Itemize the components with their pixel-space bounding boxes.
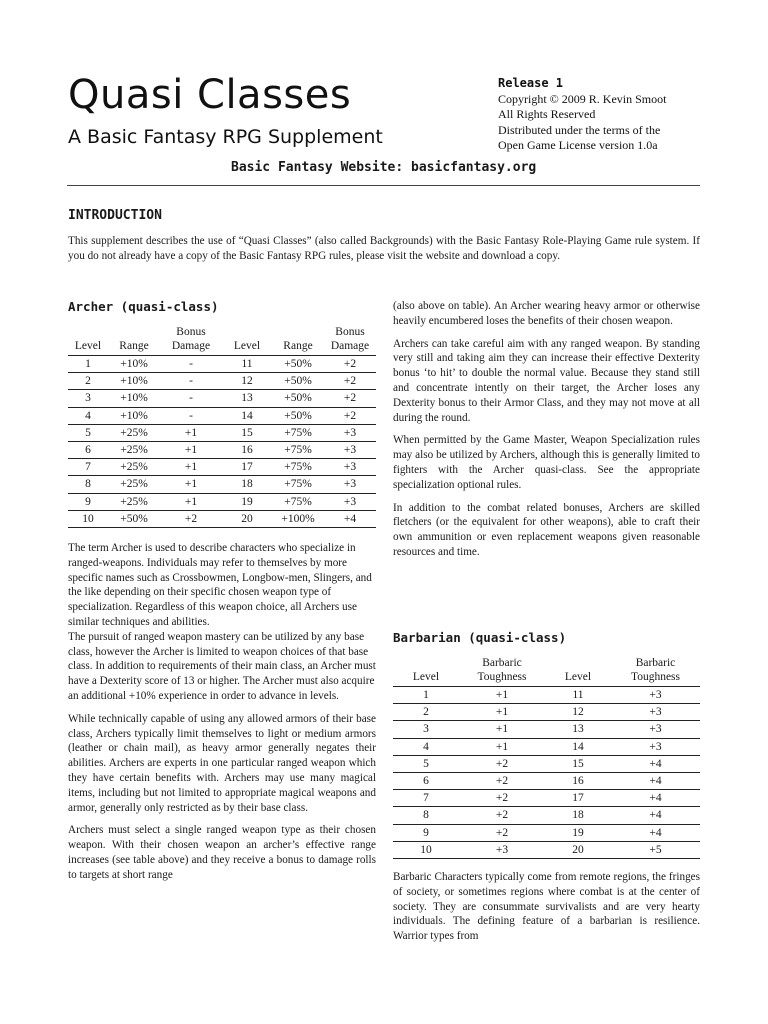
table-row (393, 738, 700, 755)
website-line: Basic Fantasy Website: basicfantasy.org (231, 160, 537, 175)
table-cell: +2 (324, 373, 376, 390)
column-header: Range (272, 325, 324, 356)
barbarian-column (393, 870, 700, 952)
archer-table (68, 325, 376, 528)
table-cell: 10 (68, 510, 108, 527)
copyright-line: Copyright © 2009 R. Kevin Smoot (498, 91, 667, 106)
table-cell: 20 (222, 510, 272, 527)
table-cell: - (160, 373, 222, 390)
table-cell: 16 (222, 441, 272, 458)
table-cell: 12 (222, 373, 272, 390)
column-header: Bonus Damage (160, 325, 222, 356)
table-row (393, 807, 700, 824)
table-cell: +75% (272, 424, 324, 441)
table-row (68, 493, 376, 510)
table-cell: +1 (160, 459, 222, 476)
table-cell: 2 (393, 704, 459, 721)
table-cell: - (160, 390, 222, 407)
column-header: Level (393, 656, 459, 687)
table-cell: 6 (68, 441, 108, 458)
table-cell: 11 (545, 687, 611, 704)
copyright-line: Open Game License version 1.0a (498, 138, 658, 152)
table-cell: +10% (108, 356, 160, 373)
column-header: Level (68, 325, 108, 356)
table-row (393, 790, 700, 807)
table-cell: +3 (324, 493, 376, 510)
table-cell: 4 (68, 407, 108, 424)
table-cell: 14 (222, 407, 272, 424)
table-cell: 1 (393, 687, 459, 704)
archer-paragraph: Archers must select a single ranged weapon type as their chosen weapon. With their chosen weapon an archer’s effective range increases (see table above) and they receive a bonus to damage rolls to targets at short range (68, 824, 376, 881)
archer-paragraph: When permitted by the Game Master, Weapon Specialization rules may also be utilized by Archers, although this is generally limited to fighters with the Archer quasi-class. See the appropriate specialization optional rules. (393, 434, 700, 491)
intro-heading: INTRODUCTION (68, 208, 162, 223)
table-cell: +3 (611, 721, 700, 738)
table-cell: 13 (545, 721, 611, 738)
table-cell: 5 (68, 424, 108, 441)
column-header: Barbaric Toughness (611, 656, 700, 687)
table-cell: +25% (108, 441, 160, 458)
table-cell: +1 (160, 493, 222, 510)
table-cell: 8 (68, 476, 108, 493)
archer-paragraph: In addition to the combat related bonuses, Archers are skilled fletchers (or the equivalent for other weapons), able to craft their own ammunition or even replacement weapons given reasonable resources and time. (393, 501, 700, 558)
table-cell: +2 (324, 407, 376, 424)
table-cell: 19 (545, 824, 611, 841)
table-cell: +50% (272, 373, 324, 390)
release-block (498, 76, 666, 154)
table-cell: +75% (272, 441, 324, 458)
table-cell: +1 (160, 476, 222, 493)
table-row (393, 721, 700, 738)
table-row (68, 373, 376, 390)
table-cell: +50% (272, 356, 324, 373)
table-cell: 7 (393, 790, 459, 807)
table-row (393, 704, 700, 721)
table-cell: +50% (272, 390, 324, 407)
table-cell: 15 (545, 755, 611, 772)
table-cell: 20 (545, 841, 611, 858)
table-cell: +25% (108, 424, 160, 441)
table-row (393, 687, 700, 704)
table-cell: +3 (611, 704, 700, 721)
archer-paragraph: While technically capable of using any allowed armors of their base class, Archers typically limit themselves to light or medium armors (leather or chain mail), as heavy armor generally negates their abilities. Archers are experts in one particular ranged weapon which they have certain benefits with. Archers may use many magical items, including but not limited to appropriate magical weapons and armor, generally only restricted as by their base class. (68, 712, 376, 814)
copyright-line: Distributed under the terms of the (498, 122, 661, 137)
table-row (393, 824, 700, 841)
archer-column-left (68, 541, 376, 891)
barbarian-table (393, 656, 700, 859)
table-cell: +4 (611, 807, 700, 824)
table-cell: +5 (611, 841, 700, 858)
table-cell: 15 (222, 424, 272, 441)
table-cell: +1 (459, 721, 545, 738)
table-cell: 3 (393, 721, 459, 738)
table-cell: +10% (108, 407, 160, 424)
table-cell: +3 (459, 841, 545, 858)
table-cell: +3 (324, 476, 376, 493)
table-cell: +1 (459, 704, 545, 721)
table-cell: +2 (459, 790, 545, 807)
table-cell: +4 (324, 510, 376, 527)
table-cell: 10 (393, 841, 459, 858)
table-cell: +1 (160, 424, 222, 441)
archer-heading: Archer (quasi-class) (68, 299, 219, 314)
table-cell: 17 (222, 459, 272, 476)
archer-paragraph: The term Archer is used to describe characters who specialize in ranged-weapons. Individuals may refer to themselves by more specific names such as Crossbowmen, Longbow-men, Slingers, and the like depending on their specific chosen weapon type of specialization. Regardless of this weapon choice, all Archers use similar techniques and abilities. (68, 542, 372, 628)
table-cell: 4 (393, 738, 459, 755)
table-cell: +4 (611, 772, 700, 789)
table-cell: +3 (611, 738, 700, 755)
table-cell: +2 (459, 807, 545, 824)
table-cell: +1 (459, 738, 545, 755)
table-cell: 12 (545, 704, 611, 721)
table-row (393, 772, 700, 789)
table-row (68, 424, 376, 441)
table-cell: +2 (459, 824, 545, 841)
barbarian-paragraph: Barbaric Characters typically come from remote regions, the fringes of society, or sometimes regions where combat is at the center of society. They are consummate survivalists and are very hearty individuals. The defining feature of a barbarian is resilience. Warrior types from (393, 871, 700, 943)
copyright-line: All Rights Reserved (498, 107, 596, 121)
table-cell: 3 (68, 390, 108, 407)
table-cell: +100% (272, 510, 324, 527)
header-divider (67, 185, 700, 186)
table-cell: +4 (611, 824, 700, 841)
table-row (68, 476, 376, 493)
table-cell: 18 (545, 807, 611, 824)
table-cell: - (160, 407, 222, 424)
table-cell: +10% (108, 390, 160, 407)
archer-paragraph: (also above on table). An Archer wearing heavy armor or otherwise heavily encumbered loses the benefits of their chosen weapon. (393, 300, 700, 327)
table-cell: +25% (108, 493, 160, 510)
column-header: Barbaric Toughness (459, 656, 545, 687)
archer-paragraph: Archers can take careful aim with any ranged weapon. By standing very still and taking aim they can increase their effective Dexterity bonus ‘to hit’ to double the normal value. Because they stand still and concentrate intently on their target, the Archer loses any Dexterity bonus to their Armor Class, and they may not move at all during the round. (393, 337, 700, 424)
table-cell: 16 (545, 772, 611, 789)
table-cell: 7 (68, 459, 108, 476)
table-cell: +4 (611, 755, 700, 772)
table-row (68, 407, 376, 424)
table-cell: +75% (272, 493, 324, 510)
release-label: Release 1 (498, 76, 564, 90)
table-row (68, 356, 376, 373)
table-cell: +1 (160, 441, 222, 458)
table-cell: 9 (393, 824, 459, 841)
table-cell: +3 (324, 424, 376, 441)
table-cell: +2 (324, 390, 376, 407)
archer-column-right (393, 299, 700, 568)
table-cell: +75% (272, 476, 324, 493)
table-row (68, 441, 376, 458)
column-header: Range (108, 325, 160, 356)
table-cell: +10% (108, 373, 160, 390)
table-cell: 14 (545, 738, 611, 755)
table-row (68, 510, 376, 527)
table-cell: +2 (160, 510, 222, 527)
column-header: Level (545, 656, 611, 687)
table-cell: +25% (108, 459, 160, 476)
table-row (393, 841, 700, 858)
table-row (68, 390, 376, 407)
archer-paragraph: The pursuit of ranged weapon mastery can be utilized by any base class, however the Archer is limited to weapon choices of that base class. In addition to requirements of their main class, an Archer must have a Dexterity score of 13 or higher. The Archer must also acquire an additional +10% experience in order to advance in levels. (68, 630, 376, 702)
table-cell: +2 (324, 356, 376, 373)
column-header: Level (222, 325, 272, 356)
table-cell: 17 (545, 790, 611, 807)
table-cell: 11 (222, 356, 272, 373)
table-cell: 9 (68, 493, 108, 510)
table-cell: +75% (272, 459, 324, 476)
table-cell: +2 (459, 772, 545, 789)
table-cell: 19 (222, 493, 272, 510)
page-title: Quasi Classes (68, 72, 352, 118)
table-cell: 8 (393, 807, 459, 824)
table-row (393, 755, 700, 772)
table-row (68, 459, 376, 476)
table-cell: 18 (222, 476, 272, 493)
table-cell: +50% (108, 510, 160, 527)
table-cell: 1 (68, 356, 108, 373)
table-cell: +4 (611, 790, 700, 807)
table-cell: 13 (222, 390, 272, 407)
intro-paragraph: This supplement describes the use of “Quasi Classes” (also called Backgrounds) with the Basic Fantasy Role-Playing Game rule system. If you do not already have a copy of the Basic Fantasy RPG rules, please visit the website and download a copy. (68, 235, 700, 262)
table-cell: +2 (459, 755, 545, 772)
table-cell: +50% (272, 407, 324, 424)
table-cell: - (160, 356, 222, 373)
table-cell: 6 (393, 772, 459, 789)
table-cell: +1 (459, 687, 545, 704)
table-cell: +25% (108, 476, 160, 493)
table-cell: 5 (393, 755, 459, 772)
table-cell: +3 (324, 459, 376, 476)
column-header: Bonus Damage (324, 325, 376, 356)
table-cell: +3 (611, 687, 700, 704)
table-cell: 2 (68, 373, 108, 390)
table-cell: +3 (324, 441, 376, 458)
page-subtitle: A Basic Fantasy RPG Supplement (68, 126, 383, 148)
barbarian-heading: Barbarian (quasi-class) (393, 630, 567, 645)
